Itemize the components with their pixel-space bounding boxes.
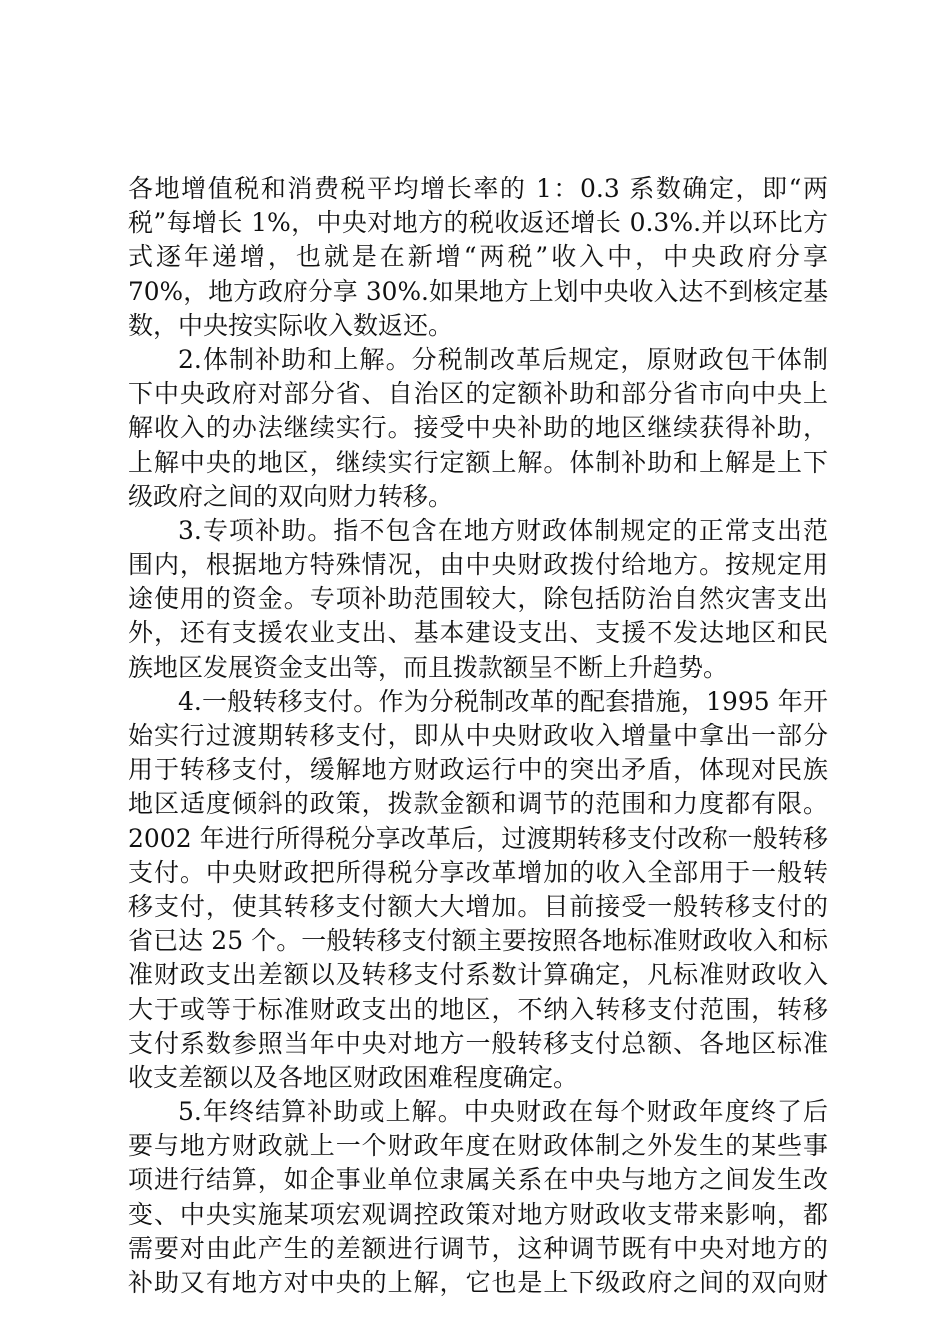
paragraph-start-line: 4.一般转移支付。作为分税制改革的配套措施，1995 年开 (178, 686, 828, 716)
text-line: 支付系数参照当年中央对地方一般转移支付总额、各地区标准 (128, 1028, 828, 1058)
document-body (128, 172, 828, 1300)
text-line: 途使用的资金。专项补助范围较大，除包括防治自然灾害支出 (128, 584, 828, 614)
text-line: 上解中央的地区，继续实行定额上解。体制补助和上解是上下 (128, 447, 828, 477)
text-line: 用于转移支付，缓解地方财政运行中的突出矛盾，体现对民族 (128, 755, 828, 785)
text-line: 围内，根据地方特殊情况，由中央财政拨付给地方。按规定用 (128, 550, 828, 580)
text-line: 省已达 25 个。一般转移支付额主要按照各地标准财政收入和标 (128, 926, 828, 956)
text-line: 数，中央按实际收入数返还。 (128, 310, 454, 340)
text-line: 各地增值税和消费税平均增长率的 1：0.3 系数确定，即“两 (128, 174, 828, 203)
text-line: 移支付，使其转移支付额大大增加。目前接受一般转移支付的 (128, 891, 828, 921)
text-line: 始实行过渡期转移支付，即从中央财政收入增量中拿出一部分 (128, 721, 828, 750)
paragraph-start-line: 3.专项补助。指不包含在地方财政体制规定的正常支出范 (178, 515, 828, 545)
text-line: 解收入的办法继续实行。接受中央补助的地区继续获得补助， (128, 413, 828, 443)
text-line: 需要对由此产生的差额进行调节，这种调节既有中央对地方的 (128, 1233, 828, 1263)
text-line: 外，还有支援农业支出、基本建设支出、支援不发达地区和民 (128, 618, 828, 648)
text-line: 要与地方财政就上一个财政年度在财政体制之外发生的某些事 (128, 1131, 828, 1161)
text-line: 70%，地方政府分享 30%.如果地方上划中央收入达不到核定基 (128, 276, 828, 306)
text-line: 族地区发展资金支出等，而且拨款额呈不断上升趋势。 (128, 652, 729, 682)
text-line: 支付。中央财政把所得税分享改革增加的收入全部用于一般转 (128, 857, 828, 887)
text-line: 式逐年递增，也就是在新增“两税”收入中，中央政府分享 (128, 242, 828, 272)
text-line: 大于或等于标准财政支出的地区，不纳入转移支付范围，转移 (128, 994, 828, 1024)
text-line: 地区适度倾斜的政策，拨款金额和调节的范围和力度都有限。 (128, 789, 828, 819)
text-line: 下中央政府对部分省、自治区的定额补助和部分省市向中央上 (128, 379, 828, 409)
text-line: 补助又有地方对中央的上解，它也是上下级政府之间的双向财 (128, 1268, 828, 1297)
paragraph-start-line: 2.体制补助和上解。分税制改革后规定，原财政包干体制 (178, 344, 828, 374)
text-line: 变、中央实施某项宏观调控政策对地方财政收支带来影响，都 (128, 1199, 828, 1229)
text-line: 税”每增长 1%，中央对地方的税收返还增长 0.3%.并以环比方 (128, 208, 828, 238)
paragraph-start-line: 5.年终结算补助或上解。中央财政在每个财政年度终了后 (178, 1097, 828, 1127)
text-line: 准财政支出差额以及转移支付系数计算确定，凡标准财政收入 (128, 960, 828, 990)
text-line: 2002 年进行所得税分享改革后，过渡期转移支付改称一般转移 (128, 823, 828, 853)
text-line: 收支差额以及各地区财政困难程度确定。 (128, 1062, 579, 1092)
text-line: 级政府之间的双向财力转移。 (128, 481, 454, 511)
text-line: 项进行结算，如企事业单位隶属关系在中央与地方之间发生改 (128, 1165, 828, 1195)
